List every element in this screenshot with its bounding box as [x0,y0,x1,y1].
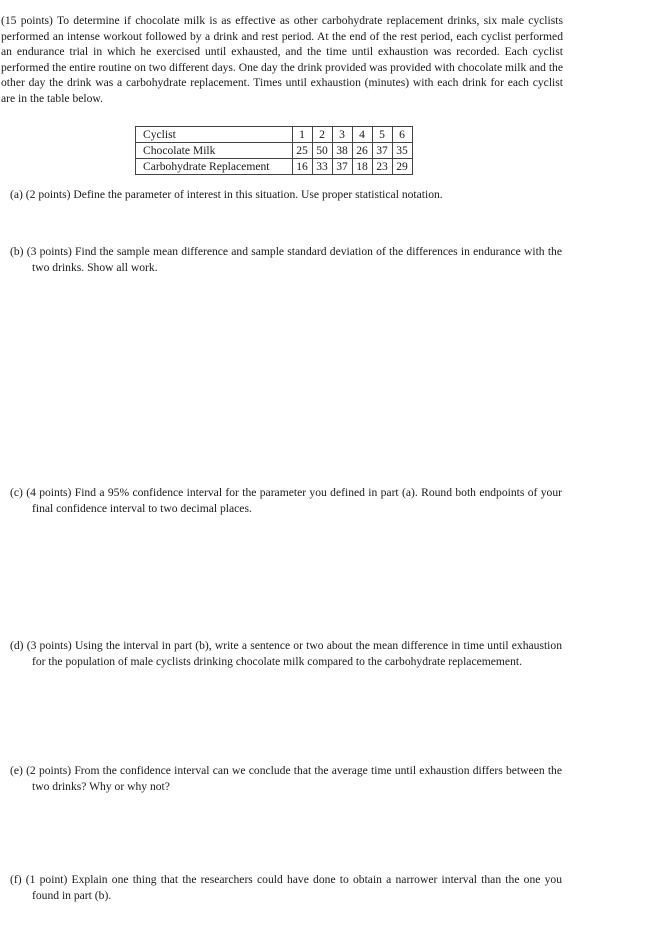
question-part-d: (d) (3 points) Using the interval in part (b), write a sentence or two about the mean difference in time until exhaustion for the population of male cyclists drinking chocolate milk compared to the carbohydrate replacemement. [10,639,562,668]
table-cell: 37 [332,159,352,175]
row-label-chocolate-milk: Chocolate Milk [136,143,293,159]
question-part-b: (b) (3 points) Find the sample mean difference and sample standard deviation of the differences in endurance with the two drinks. Show all work. [10,245,562,274]
table-cell: 38 [332,143,352,159]
question-part-f: (f) (1 point) Explain one thing that the researchers could have done to obtain a narrower interval than the one you found in part (b). [10,873,562,902]
cyclist-number: 2 [312,127,332,143]
cyclist-number: 3 [332,127,352,143]
table-cell: 25 [292,143,312,159]
problem-intro: (15 points) To determine if chocolate milk is as effective as other carbohydrate replacement drinks, six male cyclists performed an intense workout followed by a drink and rest period. At the end of the rest period, each cyclist performed an endurance trial in which he exercised until exhausted, and the time until exhaustion was recorded. Each cyclist performed the entire routine on two different days. One day the drink provided was provided with chocolate milk and the other day the drink was a carbohydrate replacement. Times until exhaustion (minutes) with each drink for each cyclist are in the table below. [1,14,563,105]
table-cell: 16 [292,159,312,175]
question-part-e: (e) (2 points) From the confidence interval can we conclude that the average time until exhaustion differs between the two drinks? Why or why not? [10,764,562,793]
cyclist-number: 5 [372,127,392,143]
table-cell: 29 [392,159,412,175]
table-cell: 33 [312,159,332,175]
table-row-carbohydrate [136,159,413,175]
table-cell: 37 [372,143,392,159]
table-row-cyclist [136,127,413,143]
table-cell: 18 [352,159,372,175]
cyclist-number: 4 [352,127,372,143]
question-part-a: (a) (2 points) Define the parameter of interest in this situation. Use proper statistical notation. [10,188,443,201]
cyclist-number: 6 [392,127,412,143]
table-row-chocolate-milk [136,143,413,159]
endurance-table [135,126,413,175]
question-part-c: (c) (4 points) Find a 95% confidence interval for the parameter you defined in part (a). Round both endpoints of your final confidence interval to two decimal places. [10,486,562,515]
table-cell: 23 [372,159,392,175]
cyclist-number: 1 [292,127,312,143]
row-label-carbohydrate: Carbohydrate Replacement [136,159,293,175]
table-cell: 35 [392,143,412,159]
table-cell: 26 [352,143,372,159]
table-cell: 50 [312,143,332,159]
row-label-cyclist: Cyclist [136,127,293,143]
